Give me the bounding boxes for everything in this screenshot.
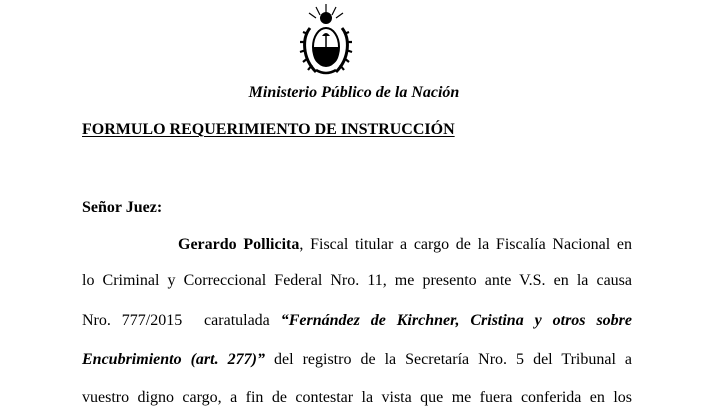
body-line-2: lo Criminal y Correccional Federal Nro. 11, me presento ante V.S. en la causa xyxy=(82,272,632,289)
case-title-continued: Encubrimiento (art. 277)” xyxy=(82,351,265,368)
prosecutor-name: Gerardo Pollicita xyxy=(178,236,300,253)
ministry-name: Ministerio Público de la Nación xyxy=(248,84,460,101)
salutation: Señor Juez: xyxy=(82,199,163,216)
case-title: “Fernández de Kirchner, Cristina y otros sobre xyxy=(280,312,632,329)
body-line-4 xyxy=(82,350,632,370)
body-line-5: vuestro digno cargo, a fin de contestar la vista que me fuera conferida en los xyxy=(82,389,632,406)
body-line-3 xyxy=(82,311,632,331)
document-title: FORMULO REQUERIMIENTO DE INSTRUCCIÓN xyxy=(82,121,455,138)
body-line-1 xyxy=(82,235,632,255)
coat-of-arms-icon xyxy=(296,0,356,80)
body-text: Nro. 777/2015 caratulada xyxy=(82,312,281,329)
body-text: del registro de la Secretaría Nro. 5 del Tribunal a xyxy=(264,351,633,368)
body-text: , Fiscal titular a cargo de la Fiscalía Nacional en xyxy=(299,236,632,253)
